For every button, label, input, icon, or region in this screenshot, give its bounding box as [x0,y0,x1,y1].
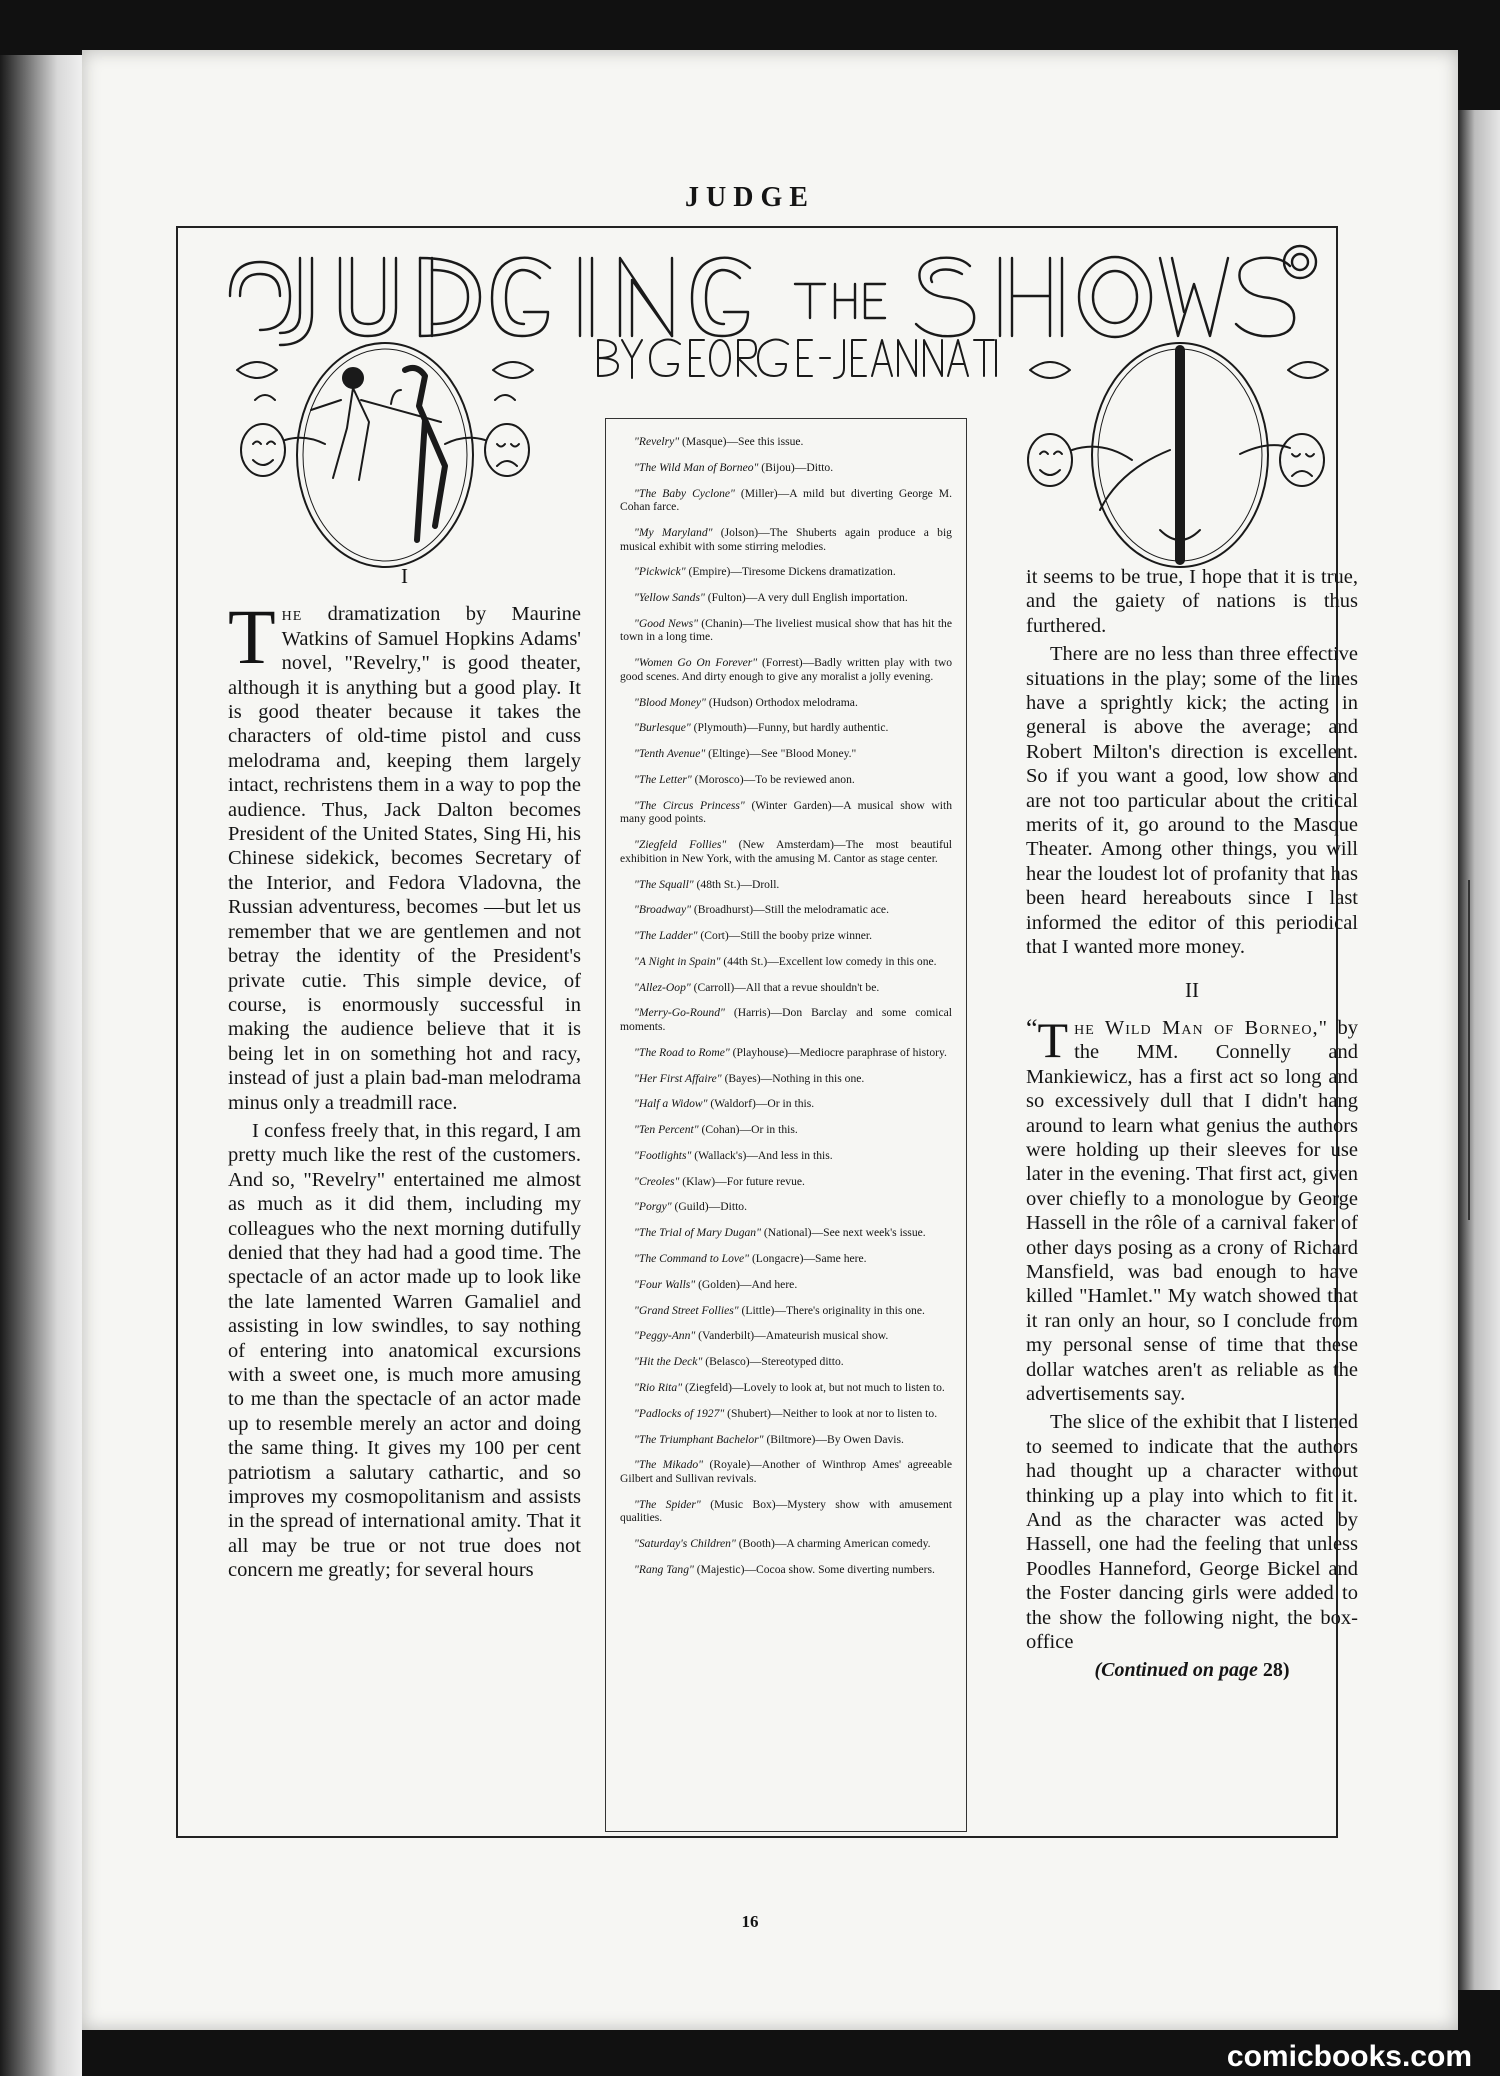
continued-note [1026,1658,1358,1682]
article-paragraph: The slice of the exhibit that I listened to seemed to indicate that the authors had thought up a character without thinking up a play into which to fit it. And as the character was acted by Hassell, one had the feeling that unless Poodles Hanneford, George Bickel and the Foster dancing girls were added to the show the following night, the box-office [1026,1411,1358,1654]
show-listing-item [620,1329,952,1343]
byline-lettering-icon [590,330,1000,388]
open-quote: “ [1026,1013,1038,1043]
continued-page: 28) [1262,1659,1290,1682]
show-title: "Broadway" [634,903,691,917]
show-review: (Chanin)—The liveliest musical show that has hit the town in a long time. [620,616,952,644]
paragraph-text: dramatization by Maurine Watkins of Samuel Hopkins Adams' novel, "Revelry," is good theater, although it is anything but a good play. It is good theater because it takes the characters of old-time pistol and cuss melodrama and, keeping them largely intact, rechristens them in a way to pop the audience. Thus, Jack Dalton becomes President of the United States, Sing Hi, his Chinese sidekick, becomes Secretary of the Interior, and Fedora Vladovna, the Russian adventuress, becomes —but let us remember that we are gentlemen and not betray the identity of the President's private cutie. This simple device, of course, is enormously successful in making the audience believe that it is being let in on something hot and racy, instead of just a plain bad-man melodrama minus only a treadmill race. [228,603,581,1114]
show-review: (Ziegfeld)—Lovely to look at, but not much to listen to. [682,1380,945,1394]
show-review: (48th St.)—Droll. [693,877,780,891]
show-title: "Yellow Sands" [634,591,705,605]
show-listing-item [620,565,952,579]
lead-in: he [281,603,303,626]
show-listing-item [620,591,952,605]
show-review: (Morosco)—To be reviewed anon. [691,772,855,786]
show-title: "The Command to Love" [634,1252,750,1266]
show-title: "Peggy-Ann" [634,1329,696,1343]
show-review: (Cohan)—Or in this. [698,1123,798,1137]
adjacent-page-strip [1468,880,1488,1220]
drop-cap: T [228,593,276,681]
show-listing-item [620,1433,952,1447]
show-listing-item [620,1175,952,1189]
show-listing-item [620,1072,952,1086]
article-paragraph [228,593,581,1115]
show-review: (Eltinge)—See "Blood Money." [705,747,857,761]
show-listing-item [620,487,952,514]
show-listing-item [620,1149,952,1163]
show-listing-item [620,747,952,761]
show-title: "The Squall" [634,877,694,891]
show-review: (Hudson) Orthodox melodrama. [705,695,858,709]
show-listing-item [620,1458,952,1485]
show-review: (Empire)—Tiresome Dickens dramatization. [685,565,896,579]
show-listing-item [620,773,952,787]
show-title: "Pickwick" [634,565,686,579]
show-review: (Wallack's)—And less in this. [691,1148,833,1162]
show-review: (Bijou)—Ditto. [758,460,834,474]
show-title: "Creoles" [634,1174,680,1188]
show-review: (Booth)—A charming American comedy. [735,1537,931,1551]
section-numeral: II [1185,977,1199,1002]
show-listing-item [620,1278,952,1292]
show-title: "Footlights" [634,1148,692,1162]
show-listing-item [620,838,952,865]
show-review: (Golden)—And here. [695,1277,798,1291]
show-title: "The Spider" [634,1497,701,1511]
show-review: (Masque)—See this issue. [679,435,804,448]
show-listing-item [620,1537,952,1551]
show-title: "A Night in Spain" [634,954,721,968]
show-listing-item [620,1200,952,1214]
show-review: (Broadhurst)—Still the melodramatic ace. [690,903,889,917]
show-title: "Porgy" [634,1200,672,1214]
show-review: (Bayes)—Nothing in this one. [721,1071,865,1085]
show-listing-item [620,1006,952,1033]
show-listing-item [620,461,952,475]
show-title: "Padlocks of 1927" [634,1406,725,1420]
show-title: "Tenth Avenue" [634,747,706,761]
show-title: "Half a Widow" [634,1097,708,1111]
show-title: "Hit the Deck" [634,1355,703,1369]
show-listing-item [620,526,952,553]
show-review: (Royale)—Another of Winthrop Ames' agreeable Gilbert and Sullivan revivals. [620,1458,952,1485]
show-title: "Her First Affaire" [634,1071,722,1085]
show-listing-item [620,1407,952,1421]
show-review: (Waldorf)—Or in this. [707,1097,815,1111]
show-review: (Playhouse)—Mediocre paraphrase of history. [729,1045,947,1059]
show-listing-item [620,1381,952,1395]
lead-in: he Wild Man of Borneo," [1074,1016,1328,1039]
show-title: "The Ladder" [634,929,698,943]
watermark: comicbooks.com [1226,2040,1472,2073]
show-title: "Ten Percent" [634,1123,699,1137]
show-review: (Cort)—Still the booby prize winner. [697,929,873,943]
show-review: (Vanderbilt)—Amateurish musical show. [695,1329,889,1343]
show-review: (Klaw)—For future revue. [679,1174,805,1188]
show-review: (Winter Garden)—A musical show with many good points. [620,798,952,826]
show-title: "The Letter" [634,772,692,786]
article-column-right [1026,565,1358,1683]
show-listing-item [620,1355,952,1369]
show-review: (Plymouth)—Funny, but hardly authentic. [690,721,889,735]
show-listing-item [620,435,952,449]
show-title: "Saturday's Children" [634,1537,736,1551]
show-listing-item [620,903,952,917]
show-title: "The Baby Cyclone" [634,486,735,500]
show-review: (Belasco)—Stereotyped ditto. [702,1355,844,1369]
show-review: (Longacre)—Same here. [749,1252,867,1266]
show-listing-item [620,1498,952,1525]
show-review: (Fulton)—A very dull English importation. [704,591,908,605]
show-review: (Jolson)—The Shuberts again produce a big musical exhibit with some stirring melodies. [620,525,952,553]
show-title: "Grand Street Follies" [634,1303,739,1317]
show-title: "Women Go On Forever" [634,656,758,670]
show-listing-item [620,981,952,995]
dancers-with-theater-masks-icon [225,330,545,580]
show-listing-item [620,1097,952,1111]
show-listing-item [620,696,952,710]
show-title: "The Circus Princess" [634,798,745,812]
binding-edge-left [0,55,82,2076]
show-listing-item [620,878,952,892]
show-listing-item [620,1304,952,1318]
article-paragraph: it seems to be true, I hope that it is true, and the gaiety of nations is thus furthered. [1026,566,1358,637]
show-review: (Harris)—Don Barclay and some comical moments. [620,1006,952,1033]
show-title: "The Road to Rome" [634,1045,730,1059]
show-review: (Guild)—Ditto. [671,1200,747,1214]
show-title: "The Trial of Mary Dugan" [634,1226,761,1240]
show-title: "My Maryland" [634,525,713,539]
show-title: "Allez-Oop" [634,980,691,994]
show-title: "The Mikado" [634,1458,704,1472]
show-review: (Forrest)—Badly written play with two good scenes. And dirty enough to give any moralist a jolly evening. [620,656,952,683]
figure-with-theater-masks-icon [1010,330,1330,580]
paragraph-text: by the MM. Connelly and Mankiewicz, has a first act so long and so excessively dull that I didn't hang around to learn what genius the authors were holding up their sleeves for use later in the evening. That first act, given over chiefly to a monologue by George Hassell in the rôle of a carnival faker of other days posing as a crony of Richard Mansfield, was bad enough to have killed "Hamlet." My watch showed that it ran only an hour, so I conclude from my personal sense of time that these dollar watches aren't as reliable as the advertisements say. [1026,1016,1359,1405]
show-review: (Music Box)—Mystery show with amusement qualities. [620,1497,953,1525]
show-listing-item [620,955,952,969]
article-paragraph: There are no less than three effective situations in the play; some of the lines have a sprightly kick; the acting in general is above the average; and Robert Milton's direction is excellent. So if you want a good, low show and are not too particular about the critical merits of it, go around to the Masque Theater. Among other things, you will hear the loudest lot of profanity that has been heard hereabouts since I last informed the editor of this periodical that I wanted more money. [1026,643,1358,959]
show-review: (Majestic)—Cocoa show. Some diverting numbers. [693,1562,935,1576]
show-review: (Shubert)—Neither to look at nor to listen to. [724,1406,938,1420]
show-listing-item [620,1563,952,1577]
show-listings-sidebar [605,418,967,1832]
continued-label: (Continued on page [1094,1659,1258,1682]
show-listing-item [620,617,952,644]
show-title: "Burlesque" [634,721,691,735]
show-review: (Biltmore)—By Owen Davis. [763,1432,904,1446]
show-title: "The Triumphant Bachelor" [634,1432,764,1446]
show-review: (Carroll)—All that a revue shouldn't be. [690,980,880,994]
article-column-left [228,564,581,1587]
show-title: "Merry-Go-Round" [634,1006,725,1020]
show-title: "Ziegfeld Follies" [634,838,727,852]
show-title: "Blood Money" [634,695,706,709]
magazine-title: JUDGE [685,182,815,213]
show-title: "The Wild Man of Borneo" [634,460,759,474]
show-listing-item [620,929,952,943]
article-paragraph: I confess freely that, in this regard, I am pretty much like the rest of the customers. And so, "Revelry" entertained me almost as much as it did them, including my colleagues who the next morning dutifully denied that they had had a good time. The spectacle of an actor made up to look like the late lamented Warren Gamaliel and assisting in low swindles, to say nothing of entering into anatomical excursions with a sweet one, is much more amusing to me than the spectacle of an actor made up to resemble merely an actor and doing the same thing. It gives my 100 per cent patriotism a salutary cathartic, and so improves my cosmopolitanism and assists in the spread of international amity. That it all may be true or not true does not concern me greatly; for several hours [228,1119,581,1582]
show-review: (44th St.)—Excellent low comedy in this one. [720,954,937,968]
show-review: (New Amsterdam)—The most beautiful exhibition in New York, with the amusing M. Cantor as stage center. [620,838,952,865]
show-listing-item [620,1123,952,1137]
show-review: (National)—See next week's issue. [760,1226,926,1240]
show-listing-item [620,1252,952,1266]
show-title: "Four Walls" [634,1277,696,1291]
page-number: 16 [741,1912,759,1931]
article-paragraph [1026,1011,1359,1407]
show-listing-item [620,799,952,826]
show-title: "Rio Rita" [634,1380,683,1394]
show-listing-item [620,656,952,683]
show-review: (Little)—There's originality in this one. [738,1303,925,1317]
show-listing-item [620,1226,952,1240]
show-title: "Rang Tang" [634,1562,694,1576]
show-listing-item [620,1046,952,1060]
show-title: "Good News" [634,616,698,630]
show-listing-item [620,721,952,735]
drop-cap: T [1037,1011,1069,1068]
show-review: (Miller)—A mild but diverting George M. Cohan farce. [620,486,952,514]
show-title: "Revelry" [634,435,680,448]
section-numeral: I [401,564,408,588]
